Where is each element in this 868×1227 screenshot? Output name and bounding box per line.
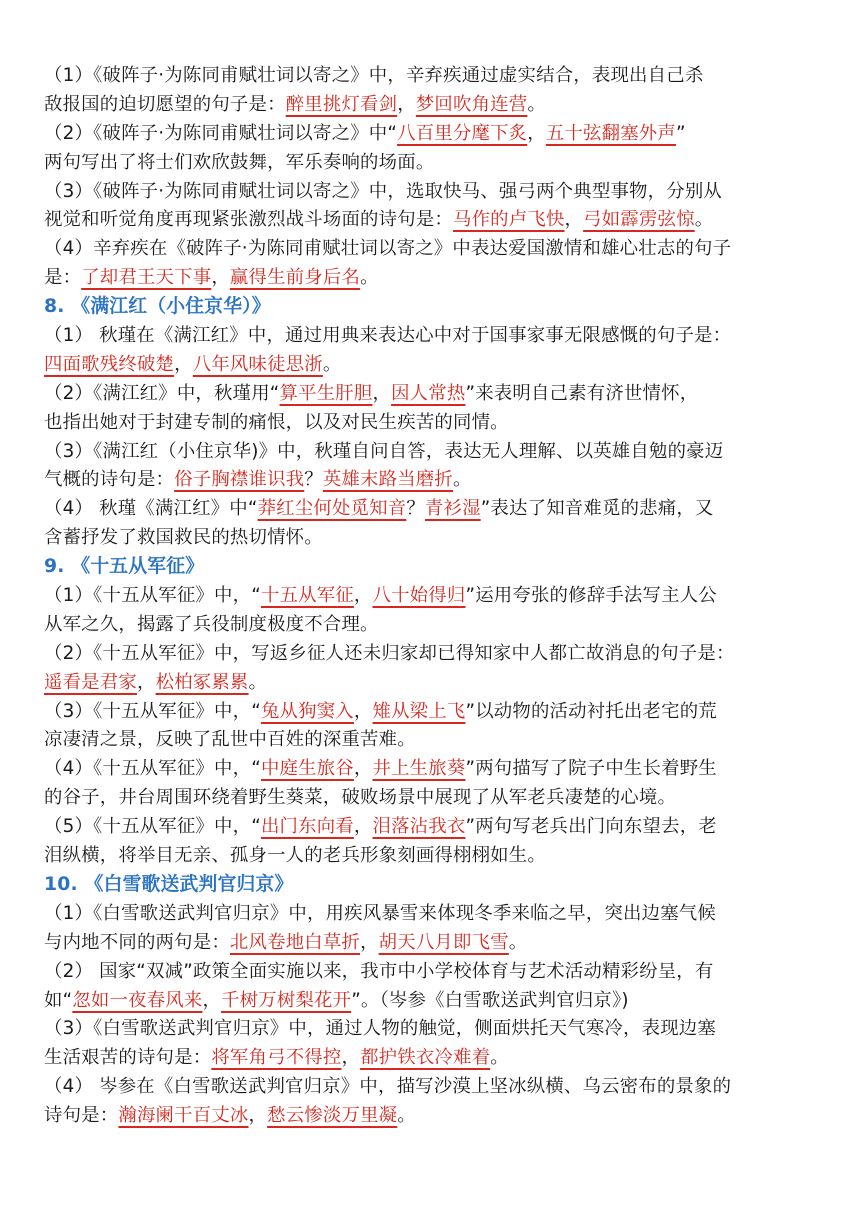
answer-text: 八十始得归 [372, 585, 466, 607]
text-segment: 。 [694, 209, 714, 231]
answer-text: 四面歌残终破楚 [44, 353, 175, 375]
text-line [44, 351, 848, 380]
text-line [44, 264, 848, 293]
text-segment: 。 [527, 93, 546, 115]
text-line [44, 784, 848, 813]
answer-text: 北风卷地白草折 [229, 931, 361, 953]
text-segment: （1）《白雪歌送武判官归京》中，用疾风暴雪来体现冬季来临之早，突出边塞气候 [44, 902, 716, 924]
text-segment: （5）《十五从军征》中，“ [44, 816, 261, 838]
text-segment: 泪纵横，将举目无亲、孤身一人的老兵形象刻画得栩栩如生。 [44, 845, 546, 867]
text-segment: 的谷子，井台周围环绕着野生葵菜，破败场景中展现了从军老兵凄楚的心境。 [44, 787, 677, 809]
text-line [44, 409, 848, 438]
text-segment: ， [136, 671, 156, 693]
text-segment: ？ [406, 498, 425, 520]
text-segment: 。 [360, 267, 379, 289]
text-segment: 是： [44, 267, 82, 289]
text-line [44, 495, 848, 524]
text-segment: ？ [304, 469, 323, 491]
text-segment: （3）《满江红（小住京华)》中，秋瑾自问自答，表达无人理解、以英雄自勉的豪迈 [44, 440, 724, 462]
answer-text: 五十弦翻塞外声 [545, 122, 676, 144]
text-segment: ， [341, 1047, 361, 1069]
text-line [44, 1044, 848, 1073]
answer-text: 遥看是君家 [44, 671, 137, 693]
text-segment: 。 [322, 353, 342, 375]
text-line [44, 726, 848, 755]
answer-text: 中庭生旅谷 [260, 758, 354, 780]
text-line [44, 380, 848, 409]
answer-text: 胡天八月即飞雪 [378, 931, 509, 953]
text-line [44, 1073, 848, 1102]
answer-text: 马作的卢飞快 [453, 209, 565, 231]
text-line [44, 235, 848, 264]
text-line [44, 669, 848, 698]
text-segment: （2）《十五从军征》中，写返乡征人还未归家却已得知家中人都亡故消息的句子是： [44, 642, 735, 664]
text-segment: 与内地不同的两句是： [44, 931, 230, 953]
text-segment: 如“ [44, 989, 73, 1011]
text-segment: ， [353, 585, 373, 607]
text-segment: 从军之久，揭露了兵役制度极度不合理。 [44, 613, 379, 635]
text-segment: 敌报国的迫切愿望的句子是： [44, 93, 286, 115]
text-line [44, 640, 848, 669]
answer-text: 八百里分麾下炙 [397, 122, 528, 144]
text-segment: 。 [397, 1105, 416, 1127]
text-segment: ”以动物的活动衬托出老宅的荒 [465, 700, 717, 722]
text-line [44, 698, 848, 727]
text-segment: ， [248, 1105, 268, 1127]
answer-text: 都护铁衣冷难着 [360, 1047, 491, 1069]
text-segment: ”两句描写了院子中生长着野生 [465, 758, 717, 780]
section-heading [44, 293, 848, 322]
text-segment: （2） 国家“双减”政策全面实施以来，我市中小学校体育与艺术活动精彩纷呈，有 [44, 960, 714, 982]
answer-text: 忽如一夜春风来 [72, 989, 203, 1011]
text-segment: 。 [508, 931, 528, 953]
text-segment: （3）《破阵子·为陈同甫赋壮词以寄之》中，选取快马、强弓两个典型事物，分别从 [44, 180, 723, 202]
text-segment: 气概的诗句是： [44, 469, 175, 491]
text-line [44, 466, 848, 495]
text-segment: （4）辛弃疾在《破阵子·为陈同甫赋壮词以寄之》中表达爱国激情和雄心壮志的句子 [44, 238, 732, 260]
text-line [44, 582, 848, 611]
text-line [44, 178, 848, 207]
text-segment: 生活艰苦的诗句是： [44, 1047, 212, 1069]
answer-text: 了却君王天下事 [81, 267, 212, 289]
text-line [44, 62, 848, 91]
answer-text: 出门东向看 [260, 816, 354, 838]
text-segment: （1）《十五从军征》中，“ [44, 585, 261, 607]
text-line [44, 1015, 848, 1044]
text-line [44, 755, 848, 784]
text-segment: 两句写出了将士们欢欣鼓舞，军乐奏响的场面。 [44, 151, 435, 173]
text-line [44, 813, 848, 842]
text-segment: ”两句写老兵出门向东望去，老 [465, 816, 717, 838]
text-line [44, 1102, 848, 1131]
text-segment: （4） 岑参在《白雪歌送武判官归京》中，描写沙漠上坚冰纵横、乌云密布的景象的 [44, 1076, 732, 1098]
text-segment: 9. 《十五从军征》 [44, 556, 205, 578]
text-segment: （3）《十五从军征》中，“ [44, 700, 261, 722]
answer-text: 梦回吹角连营 [415, 93, 528, 115]
text-segment: ， [564, 209, 584, 231]
text-line [44, 120, 848, 149]
text-segment: ”运用夸张的修辞手法写主人公 [465, 585, 717, 607]
text-line [44, 987, 848, 1016]
text-line [44, 524, 848, 553]
text-segment: ”。（岑参《白雪歌送武判官归京》) [351, 989, 629, 1011]
text-segment: ， [372, 382, 392, 404]
text-segment: （1）《破阵子·为陈同甫赋壮词以寄之》中，辛弃疾通过虚实结合，表现出自己杀 [44, 65, 704, 86]
text-segment: （4） 秋瑾《满江红》中“ [44, 498, 258, 520]
text-segment: ” [675, 122, 686, 144]
text-segment: ， [353, 816, 373, 838]
text-segment: ， [353, 700, 373, 722]
section-heading [44, 871, 848, 900]
text-line [44, 322, 848, 351]
text-segment: 凉凄清之景，反映了乱世中百姓的深重苦难。 [44, 729, 416, 751]
answer-text: 雉从梁上飞 [372, 700, 466, 722]
text-segment: ”来表明自己素有济世情怀， [465, 382, 699, 404]
answer-text: 赢得生前身后名 [229, 267, 361, 289]
answer-text: 千树万树梨花开 [221, 989, 352, 1011]
text-line [44, 842, 848, 871]
text-segment: ， [211, 267, 230, 289]
text-line [44, 611, 848, 640]
text-line [44, 438, 848, 467]
text-segment: ， [353, 758, 373, 780]
answer-text: 青衫湿 [424, 498, 481, 520]
text-segment: 。 [453, 469, 472, 491]
text-line [44, 206, 848, 235]
section-heading [44, 553, 848, 582]
answer-text: 井上生旅葵 [372, 758, 466, 780]
answer-text: 瀚海阑干百丈冰 [118, 1105, 249, 1127]
text-segment: ， [202, 989, 222, 1011]
text-segment: （2）《破阵子·为陈同甫赋壮词以寄之》中“ [44, 122, 398, 144]
text-segment: （1） 秋瑾在《满江红》中，通过用典来表达心中对于国事家事无限感慨的句子是： [44, 325, 732, 347]
text-segment: 视觉和听觉角度再现紧张激烈战斗场面的诗句是： [44, 209, 453, 231]
text-segment: （3）《白雪歌送武判官归京》中，通过人物的触觉，侧面烘托天气寒冷，表现边塞 [44, 1018, 716, 1040]
answer-text: 泪落沾我衣 [372, 816, 466, 838]
text-segment: （4）《十五从军征》中，“ [44, 758, 261, 780]
answer-text: 愁云惨淡万里凝 [267, 1105, 398, 1127]
answer-text: 因人常热 [391, 382, 466, 404]
text-segment: ， [397, 93, 416, 115]
text-line [44, 929, 848, 958]
text-segment: 10. 《白雪歌送武判官归京》 [44, 873, 294, 895]
answer-text: 醉里挑灯看剑 [285, 93, 398, 115]
answer-text: 十五从军征 [260, 585, 354, 607]
text-segment: 也指出她对于封建专制的痛恨，以及对民生疾苦的同情。 [44, 411, 509, 433]
answer-text: 弓如霹雳弦惊 [583, 209, 695, 231]
answer-text: 算平生肝胆 [279, 382, 373, 404]
text-line [44, 149, 848, 178]
text-segment: 。 [248, 671, 268, 693]
text-segment: （2）《满江红》中，秋瑾用“ [44, 382, 280, 404]
text-segment: 诗句是： [44, 1105, 119, 1127]
text-line [44, 900, 848, 929]
text-segment: ”表达了知音难觅的悲痛，又 [480, 498, 714, 520]
text-segment: ， [174, 353, 193, 375]
text-segment: 含蓄抒发了救国救民的热切情怀。 [44, 527, 323, 549]
text-segment: 。 [490, 1047, 509, 1069]
text-line [44, 958, 848, 987]
text-segment: 8. 《满江红（小住京华）》 [44, 296, 271, 318]
answer-text: 松柏冢累累 [155, 671, 249, 693]
text-line [44, 91, 848, 120]
answer-text: 英雄末路当磨折 [322, 469, 454, 491]
text-segment: ， [527, 122, 546, 144]
answer-text: 兔从狗窦入 [260, 700, 354, 722]
answer-text: 俗子胸襟谁识我 [174, 469, 305, 491]
answer-text: 莽红尘何处觅知音 [257, 498, 407, 520]
answer-text: 八年风味徒思浙 [192, 353, 323, 375]
answer-text: 将军角弓不得控 [211, 1047, 342, 1069]
text-segment: ， [360, 931, 379, 953]
